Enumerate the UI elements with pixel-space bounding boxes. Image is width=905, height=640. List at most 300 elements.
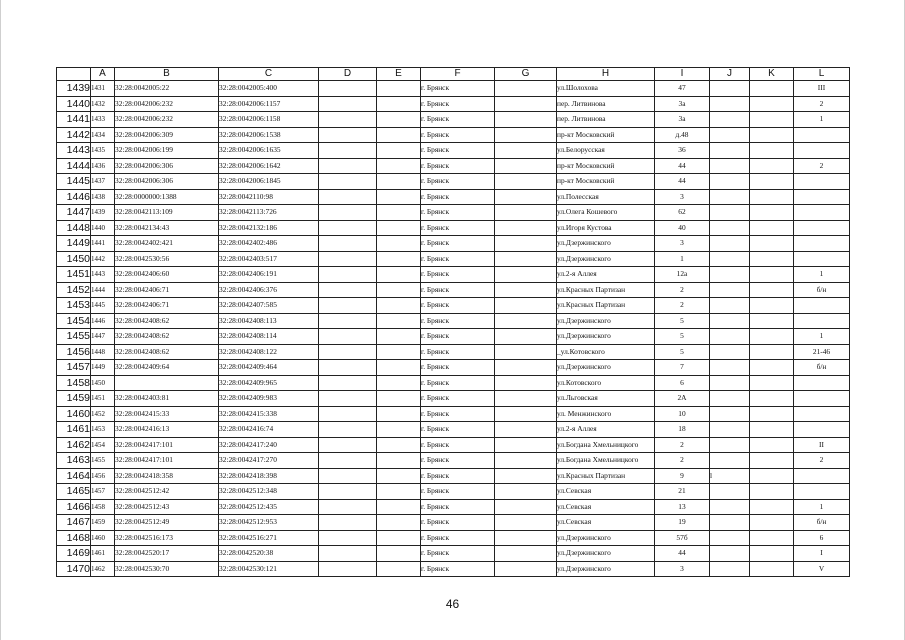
cell-i[interactable]: 21 — [655, 484, 710, 500]
cell-k[interactable] — [750, 298, 794, 314]
cell-g[interactable] — [495, 236, 557, 252]
cell-d[interactable] — [319, 81, 377, 97]
cell-b[interactable]: 32:28:0042520:17 — [115, 546, 219, 562]
cell-b[interactable]: 32:28:0042516:173 — [115, 530, 219, 546]
cell-e[interactable] — [377, 81, 421, 97]
row-number[interactable]: 1460 — [57, 406, 91, 422]
cell-i[interactable]: 47 — [655, 81, 710, 97]
cell-e[interactable] — [377, 251, 421, 267]
cell-g[interactable] — [495, 344, 557, 360]
cell-c[interactable]: 32:28:0042408:113 — [219, 313, 319, 329]
cell-b[interactable]: 32:28:0042005:22 — [115, 81, 219, 97]
cell-a[interactable]: 1444 — [91, 282, 115, 298]
cell-i[interactable]: 2 — [655, 298, 710, 314]
cell-c[interactable]: 32:28:0042409:464 — [219, 360, 319, 376]
cell-i[interactable]: 5 — [655, 344, 710, 360]
cell-e[interactable] — [377, 422, 421, 438]
cell-d[interactable] — [319, 205, 377, 221]
cell-d[interactable] — [319, 313, 377, 329]
cell-d[interactable] — [319, 391, 377, 407]
cell-i[interactable]: 3 — [655, 236, 710, 252]
cell-l[interactable] — [794, 220, 850, 236]
row-number[interactable]: 1444 — [57, 158, 91, 174]
cell-k[interactable] — [750, 220, 794, 236]
cell-i[interactable]: 62 — [655, 205, 710, 221]
cell-k[interactable] — [750, 515, 794, 531]
cell-h[interactable]: ул.Дзержинского — [557, 546, 655, 562]
row-number[interactable]: 1466 — [57, 499, 91, 515]
row-number[interactable]: 1468 — [57, 530, 91, 546]
cell-i[interactable]: 5 — [655, 329, 710, 345]
cell-f[interactable]: г. Брянск — [421, 406, 495, 422]
cell-j[interactable] — [710, 127, 750, 143]
cell-g[interactable] — [495, 375, 557, 391]
cell-a[interactable]: 1452 — [91, 406, 115, 422]
cell-f[interactable]: г. Брянск — [421, 344, 495, 360]
cell-e[interactable] — [377, 499, 421, 515]
row-number[interactable]: 1467 — [57, 515, 91, 531]
cell-f[interactable]: г. Брянск — [421, 267, 495, 283]
cell-k[interactable] — [750, 143, 794, 159]
cell-f[interactable]: г. Брянск — [421, 205, 495, 221]
cell-d[interactable] — [319, 406, 377, 422]
cell-f[interactable]: г. Брянск — [421, 158, 495, 174]
cell-f[interactable]: г. Брянск — [421, 220, 495, 236]
row-number[interactable]: 1462 — [57, 437, 91, 453]
cell-e[interactable] — [377, 127, 421, 143]
cell-j[interactable] — [710, 96, 750, 112]
cell-h[interactable]: ул.2-я Аллея — [557, 267, 655, 283]
cell-i[interactable]: 36 — [655, 143, 710, 159]
cell-k[interactable] — [750, 561, 794, 577]
cell-i[interactable]: 5 — [655, 313, 710, 329]
row-number[interactable]: 1448 — [57, 220, 91, 236]
cell-d[interactable] — [319, 546, 377, 562]
cell-h[interactable]: ул.Олега Кошевого — [557, 205, 655, 221]
cell-h[interactable]: ул.Белорусская — [557, 143, 655, 159]
cell-a[interactable]: 1462 — [91, 561, 115, 577]
cell-h[interactable]: ул.Шолохова — [557, 81, 655, 97]
cell-h[interactable]: ул.Севская — [557, 484, 655, 500]
cell-f[interactable]: г. Брянск — [421, 251, 495, 267]
cell-c[interactable]: 32:28:0042005:400 — [219, 81, 319, 97]
cell-f[interactable]: г. Брянск — [421, 143, 495, 159]
row-number[interactable]: 1443 — [57, 143, 91, 159]
cell-e[interactable] — [377, 546, 421, 562]
cell-i[interactable]: 3а — [655, 112, 710, 128]
cell-i[interactable]: 2 — [655, 437, 710, 453]
cell-d[interactable] — [319, 298, 377, 314]
cell-c[interactable]: 32:28:0042132:186 — [219, 220, 319, 236]
cell-b[interactable]: 32:28:0042530:56 — [115, 251, 219, 267]
cell-c[interactable]: 32:28:0042512:348 — [219, 484, 319, 500]
cell-e[interactable] — [377, 298, 421, 314]
cell-k[interactable] — [750, 437, 794, 453]
cell-l[interactable]: 21-46 — [794, 344, 850, 360]
cell-e[interactable] — [377, 329, 421, 345]
cell-j[interactable] — [710, 546, 750, 562]
cell-a[interactable]: 1439 — [91, 205, 115, 221]
cell-h[interactable]: пер. Литвинова — [557, 96, 655, 112]
cell-a[interactable]: 1434 — [91, 127, 115, 143]
cell-d[interactable] — [319, 453, 377, 469]
cell-d[interactable] — [319, 236, 377, 252]
cell-e[interactable] — [377, 484, 421, 500]
cell-j[interactable] — [710, 530, 750, 546]
cell-b[interactable]: 32:28:0042417:101 — [115, 453, 219, 469]
cell-l[interactable]: 1 — [794, 329, 850, 345]
cell-k[interactable] — [750, 174, 794, 190]
cell-a[interactable]: 1445 — [91, 298, 115, 314]
cell-g[interactable] — [495, 515, 557, 531]
cell-l[interactable] — [794, 375, 850, 391]
cell-h[interactable]: ул.Дзержинского — [557, 530, 655, 546]
cell-l[interactable] — [794, 313, 850, 329]
cell-k[interactable] — [750, 546, 794, 562]
cell-l[interactable] — [794, 174, 850, 190]
cell-k[interactable] — [750, 158, 794, 174]
row-number[interactable]: 1469 — [57, 546, 91, 562]
cell-h[interactable]: ул.2-я Аллея — [557, 422, 655, 438]
row-number[interactable]: 1465 — [57, 484, 91, 500]
cell-c[interactable]: 32:28:0042006:1845 — [219, 174, 319, 190]
cell-b[interactable]: 32:28:0042006:232 — [115, 112, 219, 128]
column-header-g[interactable]: G — [495, 68, 557, 81]
cell-i[interactable]: 44 — [655, 174, 710, 190]
row-number[interactable]: 1449 — [57, 236, 91, 252]
row-number[interactable]: 1457 — [57, 360, 91, 376]
cell-g[interactable] — [495, 158, 557, 174]
cell-c[interactable]: 32:28:0042113:726 — [219, 205, 319, 221]
cell-j[interactable] — [710, 484, 750, 500]
cell-c[interactable]: 32:28:0042110:98 — [219, 189, 319, 205]
cell-l[interactable]: б/н — [794, 515, 850, 531]
cell-j[interactable] — [710, 313, 750, 329]
cell-f[interactable]: г. Брянск — [421, 282, 495, 298]
cell-c[interactable]: 32:28:0042408:114 — [219, 329, 319, 345]
cell-i[interactable]: 9 — [655, 468, 710, 484]
row-number[interactable]: 1459 — [57, 391, 91, 407]
cell-g[interactable] — [495, 298, 557, 314]
cell-l[interactable]: V — [794, 561, 850, 577]
cell-g[interactable] — [495, 453, 557, 469]
cell-d[interactable] — [319, 112, 377, 128]
cell-k[interactable] — [750, 468, 794, 484]
cell-k[interactable] — [750, 422, 794, 438]
cell-b[interactable]: 32:28:0042134:43 — [115, 220, 219, 236]
cell-j[interactable] — [710, 205, 750, 221]
cell-e[interactable] — [377, 158, 421, 174]
cell-b[interactable]: 32:28:0042406:71 — [115, 298, 219, 314]
cell-b[interactable]: 32:28:0042406:60 — [115, 267, 219, 283]
cell-b[interactable]: 32:28:0042512:42 — [115, 484, 219, 500]
cell-i[interactable]: 44 — [655, 158, 710, 174]
cell-j[interactable] — [710, 329, 750, 345]
cell-c[interactable]: 32:28:0042416:74 — [219, 422, 319, 438]
cell-b[interactable]: 32:28:0042512:49 — [115, 515, 219, 531]
cell-a[interactable]: 1454 — [91, 437, 115, 453]
cell-a[interactable]: 1453 — [91, 422, 115, 438]
cell-l[interactable] — [794, 422, 850, 438]
column-header-j[interactable]: J — [710, 68, 750, 81]
cell-d[interactable] — [319, 437, 377, 453]
column-header-f[interactable]: F — [421, 68, 495, 81]
cell-f[interactable]: г. Брянск — [421, 422, 495, 438]
cell-b[interactable]: 32:28:0042006:232 — [115, 96, 219, 112]
cell-e[interactable] — [377, 561, 421, 577]
cell-g[interactable] — [495, 391, 557, 407]
cell-g[interactable] — [495, 205, 557, 221]
cell-b[interactable]: 32:28:0000000:1388 — [115, 189, 219, 205]
cell-l[interactable]: II — [794, 437, 850, 453]
cell-k[interactable] — [750, 484, 794, 500]
cell-j[interactable] — [710, 391, 750, 407]
cell-c[interactable]: 32:28:0042403:517 — [219, 251, 319, 267]
cell-f[interactable]: г. Брянск — [421, 298, 495, 314]
cell-c[interactable]: 32:28:0042006:1158 — [219, 112, 319, 128]
cell-i[interactable]: 18 — [655, 422, 710, 438]
cell-e[interactable] — [377, 112, 421, 128]
cell-k[interactable] — [750, 236, 794, 252]
cell-h[interactable]: ул.Севская — [557, 499, 655, 515]
cell-a[interactable]: 1447 — [91, 329, 115, 345]
cell-d[interactable] — [319, 561, 377, 577]
cell-b[interactable]: 32:28:0042417:101 — [115, 437, 219, 453]
cell-f[interactable]: г. Брянск — [421, 391, 495, 407]
cell-g[interactable] — [495, 313, 557, 329]
cell-j[interactable] — [710, 236, 750, 252]
cell-l[interactable]: I — [794, 546, 850, 562]
cell-a[interactable]: 1433 — [91, 112, 115, 128]
cell-k[interactable] — [750, 329, 794, 345]
cell-b[interactable]: 32:28:0042530:70 — [115, 561, 219, 577]
row-number[interactable]: 1439 — [57, 81, 91, 97]
cell-c[interactable]: 32:28:0042006:1635 — [219, 143, 319, 159]
row-number[interactable]: 1454 — [57, 313, 91, 329]
cell-h[interactable]: ул.Дзержинского — [557, 313, 655, 329]
cell-g[interactable] — [495, 437, 557, 453]
cell-g[interactable] — [495, 484, 557, 500]
cell-j[interactable] — [710, 437, 750, 453]
row-number[interactable]: 1441 — [57, 112, 91, 128]
cell-e[interactable] — [377, 453, 421, 469]
cell-g[interactable] — [495, 422, 557, 438]
cell-c[interactable]: 32:28:0042520:38 — [219, 546, 319, 562]
cell-f[interactable]: г. Брянск — [421, 313, 495, 329]
cell-a[interactable]: 1460 — [91, 530, 115, 546]
cell-i[interactable]: 2 — [655, 282, 710, 298]
column-header-l[interactable]: L — [794, 68, 850, 81]
cell-d[interactable] — [319, 344, 377, 360]
cell-f[interactable]: г. Брянск — [421, 561, 495, 577]
cell-h[interactable]: ул.Дзержинского — [557, 360, 655, 376]
cell-k[interactable] — [750, 313, 794, 329]
cell-g[interactable] — [495, 530, 557, 546]
cell-a[interactable]: 1435 — [91, 143, 115, 159]
cell-c[interactable]: 32:28:0042409:983 — [219, 391, 319, 407]
row-number[interactable]: 1455 — [57, 329, 91, 345]
cell-h[interactable]: пр-кт Московский — [557, 158, 655, 174]
cell-j[interactable] — [710, 143, 750, 159]
cell-k[interactable] — [750, 81, 794, 97]
cell-i[interactable]: 1 — [655, 251, 710, 267]
cell-h[interactable]: ул.Дзержинского — [557, 329, 655, 345]
cell-i[interactable]: 40 — [655, 220, 710, 236]
cell-d[interactable] — [319, 530, 377, 546]
cell-l[interactable] — [794, 406, 850, 422]
cell-h[interactable]: ул.Богдана Хмельницкого — [557, 437, 655, 453]
row-number[interactable]: 1470 — [57, 561, 91, 577]
cell-k[interactable] — [750, 406, 794, 422]
cell-k[interactable] — [750, 267, 794, 283]
cell-i[interactable]: 12а — [655, 267, 710, 283]
cell-j[interactable] — [710, 375, 750, 391]
cell-l[interactable] — [794, 484, 850, 500]
cell-k[interactable] — [750, 391, 794, 407]
cell-f[interactable]: г. Брянск — [421, 127, 495, 143]
cell-a[interactable]: 1450 — [91, 375, 115, 391]
cell-l[interactable] — [794, 468, 850, 484]
cell-b[interactable]: 32:28:0042113:109 — [115, 205, 219, 221]
cell-e[interactable] — [377, 391, 421, 407]
cell-l[interactable] — [794, 205, 850, 221]
cell-g[interactable] — [495, 189, 557, 205]
cell-h[interactable]: ул.Красных Партизан — [557, 298, 655, 314]
cell-a[interactable]: 1442 — [91, 251, 115, 267]
cell-h[interactable]: пер. Литвинова — [557, 112, 655, 128]
cell-g[interactable] — [495, 561, 557, 577]
cell-e[interactable] — [377, 313, 421, 329]
cell-a[interactable]: 1441 — [91, 236, 115, 252]
cell-a[interactable]: 1455 — [91, 453, 115, 469]
cell-f[interactable]: г. Брянск — [421, 189, 495, 205]
cell-h[interactable]: ул.Полесская — [557, 189, 655, 205]
cell-f[interactable]: г. Брянск — [421, 81, 495, 97]
cell-a[interactable]: 1436 — [91, 158, 115, 174]
cell-e[interactable] — [377, 267, 421, 283]
cell-j[interactable] — [710, 453, 750, 469]
cell-g[interactable] — [495, 360, 557, 376]
cell-d[interactable] — [319, 375, 377, 391]
row-number[interactable]: 1450 — [57, 251, 91, 267]
cell-h[interactable]: ул.Дзержинского — [557, 251, 655, 267]
cell-i[interactable]: 2 — [655, 453, 710, 469]
cell-j[interactable] — [710, 561, 750, 577]
cell-l[interactable]: 1 — [794, 267, 850, 283]
cell-g[interactable] — [495, 406, 557, 422]
cell-b[interactable]: 32:28:0042006:199 — [115, 143, 219, 159]
cell-e[interactable] — [377, 530, 421, 546]
cell-e[interactable] — [377, 189, 421, 205]
row-number[interactable]: 1461 — [57, 422, 91, 438]
row-number[interactable]: 1445 — [57, 174, 91, 190]
cell-a[interactable]: 1457 — [91, 484, 115, 500]
cell-e[interactable] — [377, 143, 421, 159]
cell-l[interactable] — [794, 127, 850, 143]
cell-a[interactable]: 1456 — [91, 468, 115, 484]
cell-c[interactable]: 32:28:0042406:376 — [219, 282, 319, 298]
cell-l[interactable]: б/н — [794, 282, 850, 298]
row-number[interactable]: 1446 — [57, 189, 91, 205]
cell-j[interactable] — [710, 298, 750, 314]
cell-e[interactable] — [377, 468, 421, 484]
cell-c[interactable]: 32:28:0042402:486 — [219, 236, 319, 252]
row-number[interactable]: 1451 — [57, 267, 91, 283]
cell-g[interactable] — [495, 143, 557, 159]
cell-l[interactable]: 2 — [794, 96, 850, 112]
row-number[interactable]: 1447 — [57, 205, 91, 221]
cell-h[interactable]: ул.Богдана Хмельницкого — [557, 453, 655, 469]
cell-c[interactable]: 32:28:0042406:191 — [219, 267, 319, 283]
cell-h[interactable]: ул.Красных Партизан — [557, 282, 655, 298]
cell-a[interactable]: 1449 — [91, 360, 115, 376]
cell-f[interactable]: г. Брянск — [421, 484, 495, 500]
cell-e[interactable] — [377, 205, 421, 221]
corner-header[interactable] — [57, 68, 91, 81]
cell-l[interactable]: 2 — [794, 453, 850, 469]
cell-h[interactable]: ул. Менжинского — [557, 406, 655, 422]
cell-c[interactable]: 32:28:0042408:122 — [219, 344, 319, 360]
cell-d[interactable] — [319, 189, 377, 205]
cell-a[interactable]: 1437 — [91, 174, 115, 190]
cell-d[interactable] — [319, 127, 377, 143]
cell-a[interactable]: 1458 — [91, 499, 115, 515]
cell-f[interactable]: г. Брянск — [421, 530, 495, 546]
cell-g[interactable] — [495, 174, 557, 190]
cell-h[interactable]: пр-кт Московский — [557, 174, 655, 190]
cell-a[interactable]: 1440 — [91, 220, 115, 236]
cell-i[interactable]: 3 — [655, 561, 710, 577]
cell-h[interactable]: ул.Севская — [557, 515, 655, 531]
cell-k[interactable] — [750, 344, 794, 360]
cell-e[interactable] — [377, 437, 421, 453]
cell-e[interactable] — [377, 375, 421, 391]
cell-a[interactable]: 1448 — [91, 344, 115, 360]
cell-l[interactable]: 2 — [794, 158, 850, 174]
cell-k[interactable] — [750, 205, 794, 221]
column-header-b[interactable]: B — [115, 68, 219, 81]
row-number[interactable]: 1458 — [57, 375, 91, 391]
cell-h[interactable]: ул.Дзержинского — [557, 236, 655, 252]
cell-l[interactable]: 6 — [794, 530, 850, 546]
cell-i[interactable]: 19 — [655, 515, 710, 531]
cell-b[interactable]: 32:28:0042006:309 — [115, 127, 219, 143]
cell-b[interactable]: 32:28:0042408:62 — [115, 313, 219, 329]
cell-c[interactable]: 32:28:0042417:240 — [219, 437, 319, 453]
column-header-k[interactable]: K — [750, 68, 794, 81]
cell-c[interactable]: 32:28:0042512:953 — [219, 515, 319, 531]
cell-a[interactable]: 1432 — [91, 96, 115, 112]
cell-j[interactable]: l — [710, 468, 750, 484]
cell-d[interactable] — [319, 468, 377, 484]
cell-j[interactable] — [710, 112, 750, 128]
cell-d[interactable] — [319, 96, 377, 112]
cell-d[interactable] — [319, 251, 377, 267]
cell-f[interactable]: г. Брянск — [421, 437, 495, 453]
cell-l[interactable] — [794, 236, 850, 252]
cell-i[interactable]: 3 — [655, 189, 710, 205]
cell-i[interactable]: 7 — [655, 360, 710, 376]
cell-j[interactable] — [710, 189, 750, 205]
cell-k[interactable] — [750, 360, 794, 376]
cell-k[interactable] — [750, 189, 794, 205]
cell-j[interactable] — [710, 499, 750, 515]
cell-g[interactable] — [495, 282, 557, 298]
cell-c[interactable]: 32:28:0042409:965 — [219, 375, 319, 391]
cell-f[interactable]: г. Брянск — [421, 174, 495, 190]
column-header-h[interactable]: H — [557, 68, 655, 81]
cell-j[interactable] — [710, 251, 750, 267]
